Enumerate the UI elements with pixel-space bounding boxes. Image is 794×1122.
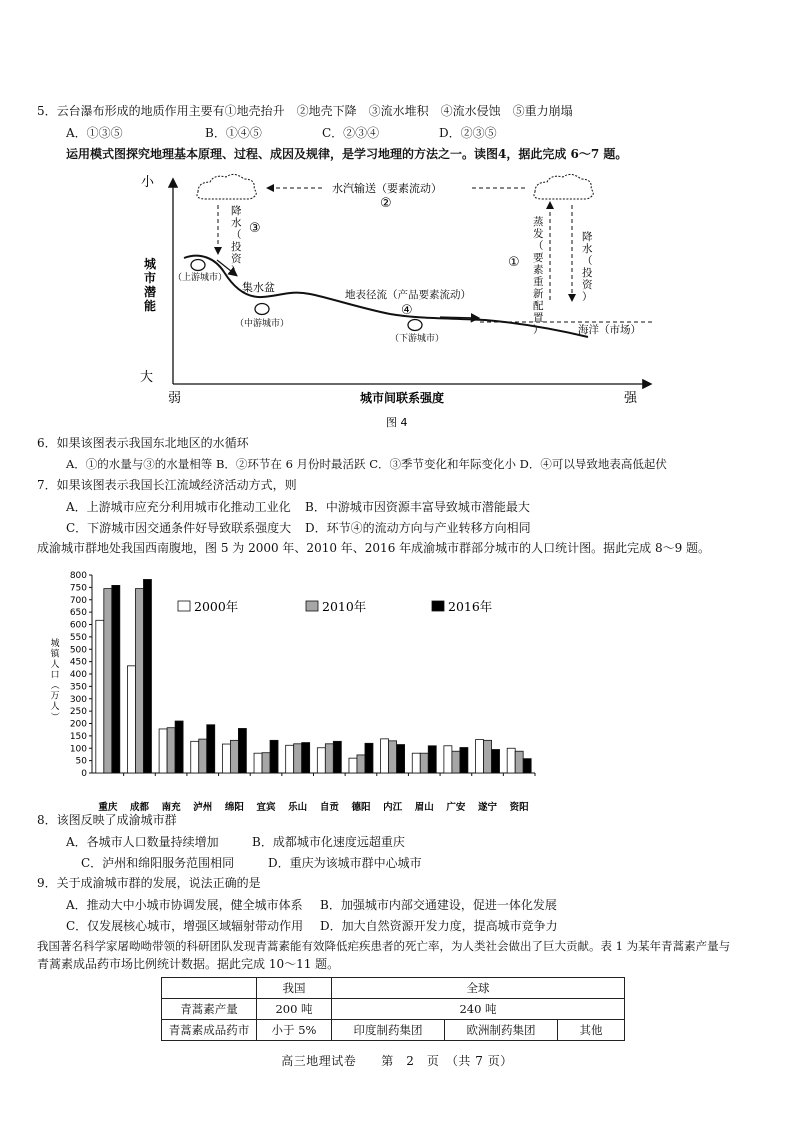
q7-option-c: C．下游城市因交通条件好导致联系强度大: [66, 521, 292, 535]
y-tick-label: 600: [69, 620, 87, 631]
bar-2016年-南充: [175, 721, 183, 773]
y-tick-label: 150: [69, 731, 87, 742]
precip-right-label: [582, 230, 593, 303]
svg-text:潜: 潜: [144, 285, 157, 299]
q9-option-a: A．推动大中小城市协调发展，健全城市体系: [66, 898, 303, 912]
y-tick-label: 0: [81, 769, 87, 779]
y-axis-title-char: 城: [50, 639, 60, 649]
cell-china-market: 小于 5%: [257, 1020, 332, 1041]
q5-option-a: A．①③⑤: [66, 126, 123, 140]
y-tick-label: 350: [69, 682, 87, 693]
svg-text:降: 降: [582, 231, 593, 243]
bar-2016年-眉山: [428, 746, 436, 773]
svg-text:发: 发: [533, 228, 544, 240]
bar-2000年-乐山: [286, 745, 294, 773]
cell-india-group: 印度制药集团: [332, 1020, 445, 1041]
table-row: [162, 999, 625, 1020]
q7-option-b: B．中游城市因资源丰富导致城市潜能最大: [305, 500, 530, 514]
upstream-city-icon: [191, 260, 205, 271]
bar-2000年-资阳: [507, 748, 515, 773]
legend-swatch-2000年: [178, 601, 190, 611]
svg-text:水: 水: [582, 243, 593, 255]
q5-option-d: D．②③⑤: [439, 126, 497, 140]
y-top-label: 小: [141, 175, 155, 190]
legend-label-2016年: 2016年: [448, 599, 493, 614]
bar-2016年-重庆: [112, 585, 120, 773]
downstream-city-icon: [408, 320, 422, 331]
svg-text:能: 能: [144, 299, 157, 313]
row-label-output: 青蒿素产量: [162, 999, 257, 1020]
circle-4: ④: [401, 303, 413, 318]
bar-2000年-自贡: [317, 748, 325, 773]
evaporation-label: [533, 215, 544, 336]
x-tick-label: 眉山: [414, 802, 434, 813]
intro-8-9: 成渝城市群地处我国西南腹地，图 5 为 2000 年、2010 年、2016 年成渝城市群部分城市的人口统计图。据此完成 8～9 题。: [37, 541, 711, 555]
y-axis-title-char: 万: [50, 691, 60, 702]
x-tick-label: 乐山: [288, 802, 308, 813]
x-tick-label: 资阳: [509, 802, 529, 813]
x-tick-label: 遂宁: [478, 802, 498, 813]
bar-2010年-资阳: [515, 751, 523, 773]
cloud-left-icon: [197, 174, 256, 199]
x-tick-label: 南充: [161, 802, 181, 813]
svg-text:置: 置: [533, 312, 544, 324]
bar-2000年-泸州: [191, 741, 199, 773]
intro-10-11-line2: 青蒿素成品药市场比例统计数据。据此完成 10～11 题。: [37, 957, 340, 971]
cell-china-output: 200 吨: [257, 999, 332, 1020]
bar-2016年-德阳: [365, 743, 373, 773]
upstream-label: （上游城市）: [173, 273, 228, 283]
x-tick-label: 宜宾: [256, 802, 276, 813]
circle-2: ②: [380, 196, 392, 211]
population-bar-chart: [0, 560, 794, 820]
y-tick-label: 700: [69, 595, 87, 606]
bar-2000年-宜宾: [254, 753, 262, 773]
x-tick-label: 成都: [129, 802, 149, 813]
x-tick-label: 重庆: [98, 802, 118, 813]
table-1: [161, 977, 625, 1041]
svg-text:投: 投: [582, 267, 593, 279]
bar-2000年-遂宁: [476, 740, 484, 773]
svg-text:（: （: [582, 255, 593, 267]
x-tick-label: 自贡: [319, 802, 339, 813]
circle-1: ①: [508, 255, 520, 270]
x-left-label: 弱: [168, 391, 182, 406]
y-axis-title-char: ）: [49, 711, 59, 722]
bar-2016年-成都: [143, 579, 151, 773]
y-tick-label: 550: [69, 632, 87, 643]
figure-4: [0, 0, 794, 440]
y-axis-title-char: 镇: [50, 649, 60, 660]
svg-text:素: 素: [533, 264, 544, 276]
midstream-label: （中游城市）: [235, 319, 290, 329]
downstream-label: （下游城市）: [390, 334, 445, 344]
row-label-market: 青蒿素成品药市: [162, 1020, 257, 1041]
q9-option-c: C．仅发展核心城市，增强区域辐射带动作用: [66, 919, 304, 933]
y-axis-title-char: （: [49, 680, 59, 690]
header-china: 我国: [257, 978, 332, 999]
q7-option-a: A．上游城市应充分利用城市化推动工业化: [66, 500, 291, 514]
header-global: 全球: [332, 978, 625, 999]
bar-2000年-内江: [381, 739, 389, 773]
bar-2010年-德阳: [357, 755, 365, 773]
y-tick-label: 650: [69, 608, 87, 619]
bar-2010年-乐山: [294, 744, 302, 773]
circle-3: ③: [249, 221, 261, 236]
bar-2000年-绵阳: [222, 744, 230, 773]
y-axis-title-char: 人: [50, 660, 60, 670]
bar-2016年-乐山: [302, 743, 310, 773]
basin-label: 集水盆: [242, 281, 275, 294]
q7-stem: 7．如果该图表示我国长江流域经济活动方式，则: [37, 478, 297, 492]
q6-options: A．①的水量与③的水量相等 B．②环节在 6 月份时最活跃 C．③季节变化和年际变化小 D．④可以导致地表高低起伏: [66, 457, 667, 471]
svg-text:（: （: [533, 240, 544, 252]
bar-2010年-重庆: [104, 589, 112, 773]
q5-stem: 5．云台瀑布形成的地质作用主要有①地壳抬升 ②地壳下降 ③流水堆积 ④流水侵蚀 ⑤重力崩塌: [37, 104, 573, 118]
legend-swatch-2010年: [306, 601, 318, 611]
cloud-right-icon: [534, 174, 593, 199]
q9-option-b: B．加强城市内部交通建设，促进一体化发展: [320, 898, 557, 912]
y-tick-label: 100: [69, 744, 87, 755]
bar-2016年-遂宁: [492, 749, 500, 773]
y-tick-label: 50: [75, 756, 87, 767]
x-tick-label: 泸州: [193, 802, 213, 813]
y-tick-label: 500: [69, 645, 87, 656]
bar-2000年-南充: [159, 729, 167, 773]
ocean-label: 海洋（市场）: [578, 324, 641, 336]
y-tick-label: 450: [69, 657, 87, 668]
q9-stem: 9．关于成渝城市群的发展，说法正确的是: [37, 876, 261, 890]
svg-text:水: 水: [231, 217, 242, 229]
svg-text:市: 市: [144, 271, 157, 285]
svg-text:新: 新: [533, 288, 544, 300]
x-tick-label: 内江: [383, 802, 403, 813]
bar-2010年-内江: [389, 741, 397, 773]
bar-2010年-成都: [135, 589, 143, 773]
cell-europe-group: 欧洲制药集团: [445, 1020, 558, 1041]
intro-10-11-line1: 我国著名科学家屠呦呦带领的科研团队发现青蒿素能有效降低疟疾患者的死亡率，为人类社会做出了巨大贡献。表 1 为某年青蒿素产量与: [37, 939, 731, 953]
svg-text:城: 城: [144, 257, 157, 271]
y-tick-label: 400: [69, 670, 87, 680]
y-tick-label: 250: [69, 707, 87, 718]
runoff-label: 地表径流（产品要素流动）: [345, 289, 471, 301]
y-bottom-label: 大: [140, 370, 154, 385]
bar-2000年-德阳: [349, 758, 357, 773]
svg-text:（: （: [231, 229, 242, 241]
bar-2016年-绵阳: [238, 728, 246, 773]
bar-2016年-广安: [460, 748, 468, 773]
y-tick-label: 200: [69, 719, 87, 730]
bar-2016年-资阳: [523, 759, 531, 773]
svg-text:要: 要: [533, 252, 544, 264]
q6-stem: 6．如果该图表示我国东北地区的水循环: [37, 436, 249, 450]
bar-2016年-泸州: [207, 725, 215, 773]
legend-label-2010年: 2010年: [322, 599, 367, 614]
bar-2010年-南充: [167, 728, 175, 773]
bar-2010年-绵阳: [230, 740, 238, 773]
x-tick-label: 绵阳: [224, 802, 244, 813]
svg-text:）: ）: [533, 324, 544, 336]
water-transport-label: 水汽输送（要素流动）: [332, 182, 442, 195]
q7-option-d: D．环节④的流动方向与产业转移方向相同: [305, 521, 531, 535]
svg-text:）: ）: [582, 291, 593, 303]
table-row: [162, 978, 625, 999]
x-right-label: 强: [624, 391, 638, 406]
q8-stem: 8．该图反映了成渝城市群: [37, 813, 177, 827]
x-axis-title: 城市间联系强度: [360, 391, 445, 405]
svg-text:）: ）: [231, 265, 242, 277]
bar-2016年-自贡: [333, 741, 341, 773]
cell-global-output: 240 吨: [332, 999, 625, 1020]
bar-2000年-重庆: [96, 620, 104, 773]
legend-label-2000年: 2000年: [194, 599, 239, 614]
svg-text:资: 资: [582, 279, 593, 291]
svg-text:降: 降: [231, 205, 242, 217]
bar-2000年-广安: [444, 746, 452, 773]
bar-2016年-宜宾: [270, 740, 278, 773]
bar-2010年-遂宁: [484, 740, 492, 773]
table-row: [162, 1020, 625, 1041]
page-footer: 高三地理试卷 第 2 页 （共 7 页）: [281, 1054, 513, 1068]
svg-text:重: 重: [533, 276, 544, 288]
y-tick-label: 800: [69, 571, 87, 581]
bar-2016年-内江: [397, 745, 405, 773]
bar-2010年-眉山: [420, 753, 428, 773]
q9-option-d: D．加大自然资源开发力度，提高城市竞争力: [320, 919, 558, 933]
svg-text:资: 资: [231, 253, 242, 265]
midstream-city-icon: [255, 304, 269, 315]
y-axis-title-char: 人: [50, 702, 60, 712]
bar-2010年-自贡: [325, 744, 333, 773]
figure-caption: 图 4: [386, 416, 408, 429]
q5-option-b: B．①④⑤: [205, 126, 262, 140]
y-axis-title-char: 口: [50, 670, 60, 681]
y-tick-label: 750: [69, 583, 87, 594]
q8-option-b: B．成都城市化速度远超重庆: [252, 835, 405, 849]
y-tick-label: 300: [69, 694, 87, 705]
bar-2010年-宜宾: [262, 753, 270, 773]
x-tick-label: 广安: [446, 802, 466, 813]
legend-swatch-2016年: [432, 601, 444, 611]
q5-option-c: C．②③④: [322, 126, 380, 140]
bar-2010年-广安: [452, 751, 460, 773]
x-tick-label: 德阳: [351, 802, 371, 813]
cell-other: 其他: [558, 1020, 625, 1041]
q8-option-a: A．各城市人口数量持续增加: [66, 835, 219, 849]
q8-option-d: D．重庆为该城市群中心城市: [268, 856, 422, 870]
svg-text:蒸: 蒸: [533, 216, 544, 228]
q8-option-c: C．泸州和绵阳服务范围相同: [81, 856, 235, 870]
bar-2000年-眉山: [412, 753, 420, 773]
bar-2010年-泸州: [199, 739, 207, 773]
precip-left-label: [231, 204, 242, 277]
y-axis-title: [144, 257, 157, 313]
svg-text:配: 配: [533, 300, 544, 312]
bar-2000年-成都: [127, 666, 135, 773]
svg-text:投: 投: [231, 241, 242, 253]
intro-6-7: 运用模式图探究地理基本原理、过程、成因及规律，是学习地理的方法之一。读图4，据此完成 6～7 题。: [66, 147, 628, 161]
